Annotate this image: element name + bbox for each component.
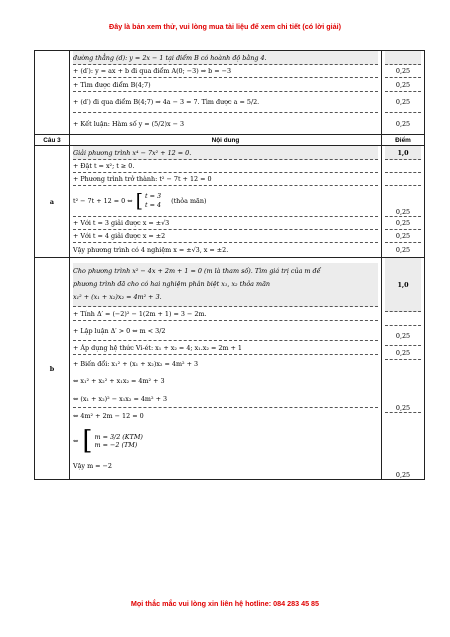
list-item: + (d′): y = ax + b đi qua điểm A(0; −3) ⇒ b = −3 xyxy=(73,65,378,78)
system-line: t = 4 xyxy=(145,201,162,209)
score-value: 0,25 xyxy=(385,92,421,113)
score-value: 0,25 xyxy=(385,326,421,346)
score-value: 0,25 xyxy=(385,346,421,360)
score-value xyxy=(385,160,421,173)
problem-line: x₁² + (x₁ + x₂)x₂ = 4m² + 3. xyxy=(73,293,162,302)
transform-block xyxy=(73,355,378,408)
score-value xyxy=(385,312,421,326)
system-row xyxy=(73,186,378,217)
score-value: 0,25 xyxy=(385,65,421,78)
system-note: (thỏa mãn) xyxy=(171,197,207,205)
system-line: m = −2 (TM) xyxy=(94,441,138,450)
score-value: 0,25 xyxy=(385,230,421,243)
list-item: + Tính Δ′ = (−2)² − 1(2m + 1) = 3 − 2m. xyxy=(73,307,378,321)
score-cell xyxy=(382,51,425,135)
list-item: đường thẳng (d): y = 2x − 1 tại điểm B có hoành độ bằng 4. xyxy=(73,51,378,65)
score-value: 0,25 xyxy=(385,78,421,92)
list-item: + (d′) đi qua điểm B(4;7) ⇒ 4a − 3 = 7. Tìm được a = 5/2. xyxy=(73,92,378,113)
content-cell xyxy=(70,146,382,258)
column-header-content: Nội dung xyxy=(70,135,382,146)
score-value: 0,25 xyxy=(395,119,411,128)
system-brace xyxy=(135,189,162,212)
conclusion: Vậy m = −2 xyxy=(73,462,112,471)
score-value: 0,25 xyxy=(395,246,411,254)
list-item: + Lập luận Δ′ > 0 ⇔ m < 3/2 xyxy=(73,321,378,341)
problem-line: Cho phương trình x² − 4x + 2m + 1 = 0 (m là tham số). Tìm giá trị của m để xyxy=(73,266,321,275)
list-item: + Đặt t = x²; t ≥ 0. xyxy=(73,160,378,173)
score-cell xyxy=(382,146,425,258)
content-cell xyxy=(70,258,382,480)
final-block xyxy=(73,408,378,474)
final-system-row xyxy=(73,426,378,457)
score-value: 0,25 xyxy=(395,471,411,479)
table-row xyxy=(35,51,425,135)
list-item: Vậy phương trình có 4 nghiệm x = ±√3, x = ±2. xyxy=(73,246,229,254)
system-line: t = 3 xyxy=(145,192,162,201)
transform-line: + Biến đổi: x₁² + (x₁ + x₂)x₂ = 4m² + 3 xyxy=(73,359,199,368)
score-value: 0,25 xyxy=(385,360,421,413)
table-header-row xyxy=(35,135,425,146)
score-value: 1,0 xyxy=(385,258,421,312)
list-item: + Kết luận: Hàm số y = (5/2)x − 3 xyxy=(73,119,185,128)
column-header-score: Điểm xyxy=(382,135,425,146)
content-cell xyxy=(70,51,382,135)
list-item: + Áp dụng hệ thức Vi-ét: x₁ + x₂ = 4; x₁.x₂ = 2m + 1 xyxy=(73,341,378,355)
list-item: + Tìm được điểm B(4;7) xyxy=(73,78,378,92)
part-label-a: a xyxy=(35,146,70,258)
bracket-glyph: [ xyxy=(82,426,93,457)
score-value: 1,0 xyxy=(385,146,421,160)
system-lines xyxy=(145,192,161,209)
preview-banner: Đây là bản xem thử, vui lòng mua tài liệu để xem chi tiết (có lời giải) xyxy=(109,22,341,31)
table-row xyxy=(35,146,425,258)
score-value xyxy=(385,51,421,65)
system-brace xyxy=(82,426,143,457)
final-system-lhs: ⇔ xyxy=(73,437,79,446)
score-value: 0,25 xyxy=(385,186,421,217)
score-value: 0,25 xyxy=(385,217,421,230)
problem-statement: Giải phương trình x⁴ − 7x² + 12 = 0. xyxy=(73,146,378,160)
transform-line: ⇔ x₁² + x₂² + x₁x₂ = 4m² + 3 xyxy=(73,377,165,386)
system-lhs: t² − 7t + 12 = 0 ⇔ xyxy=(73,197,133,205)
score-value xyxy=(385,173,421,186)
table-row xyxy=(35,258,425,480)
column-header-question: Câu 3 xyxy=(35,135,70,146)
list-item: + Với t = 4 giải được x = ±2 xyxy=(73,230,378,243)
question-cell xyxy=(35,51,70,135)
transform-line: ⇔ (x₁ + x₂)² − x₁x₂ = 4m² + 3 xyxy=(73,394,168,403)
bracket-glyph: [ xyxy=(135,189,144,212)
final-equation: ⇔ 4m² + 2m − 12 = 0 xyxy=(73,412,144,421)
solution-table xyxy=(34,50,425,480)
score-cell xyxy=(382,258,425,480)
system-lines xyxy=(95,433,143,450)
part-label-b: b xyxy=(35,258,70,480)
problem-line: phương trình đã cho có hai nghiệm phân biệt x₁, x₂ thỏa mãn xyxy=(73,279,271,288)
system-line: m = 3/2 (KTM) xyxy=(94,432,143,441)
list-item: + Với t = 3 giải được x = ±√3 xyxy=(73,217,378,230)
list-item: + Phương trình trở thành: t² − 7t + 12 = 0 xyxy=(73,173,378,186)
hotline-banner: Mọi thắc mắc vui lòng xin liên hệ hotline: 084 283 45 85 xyxy=(130,599,320,608)
problem-statement xyxy=(73,263,378,307)
